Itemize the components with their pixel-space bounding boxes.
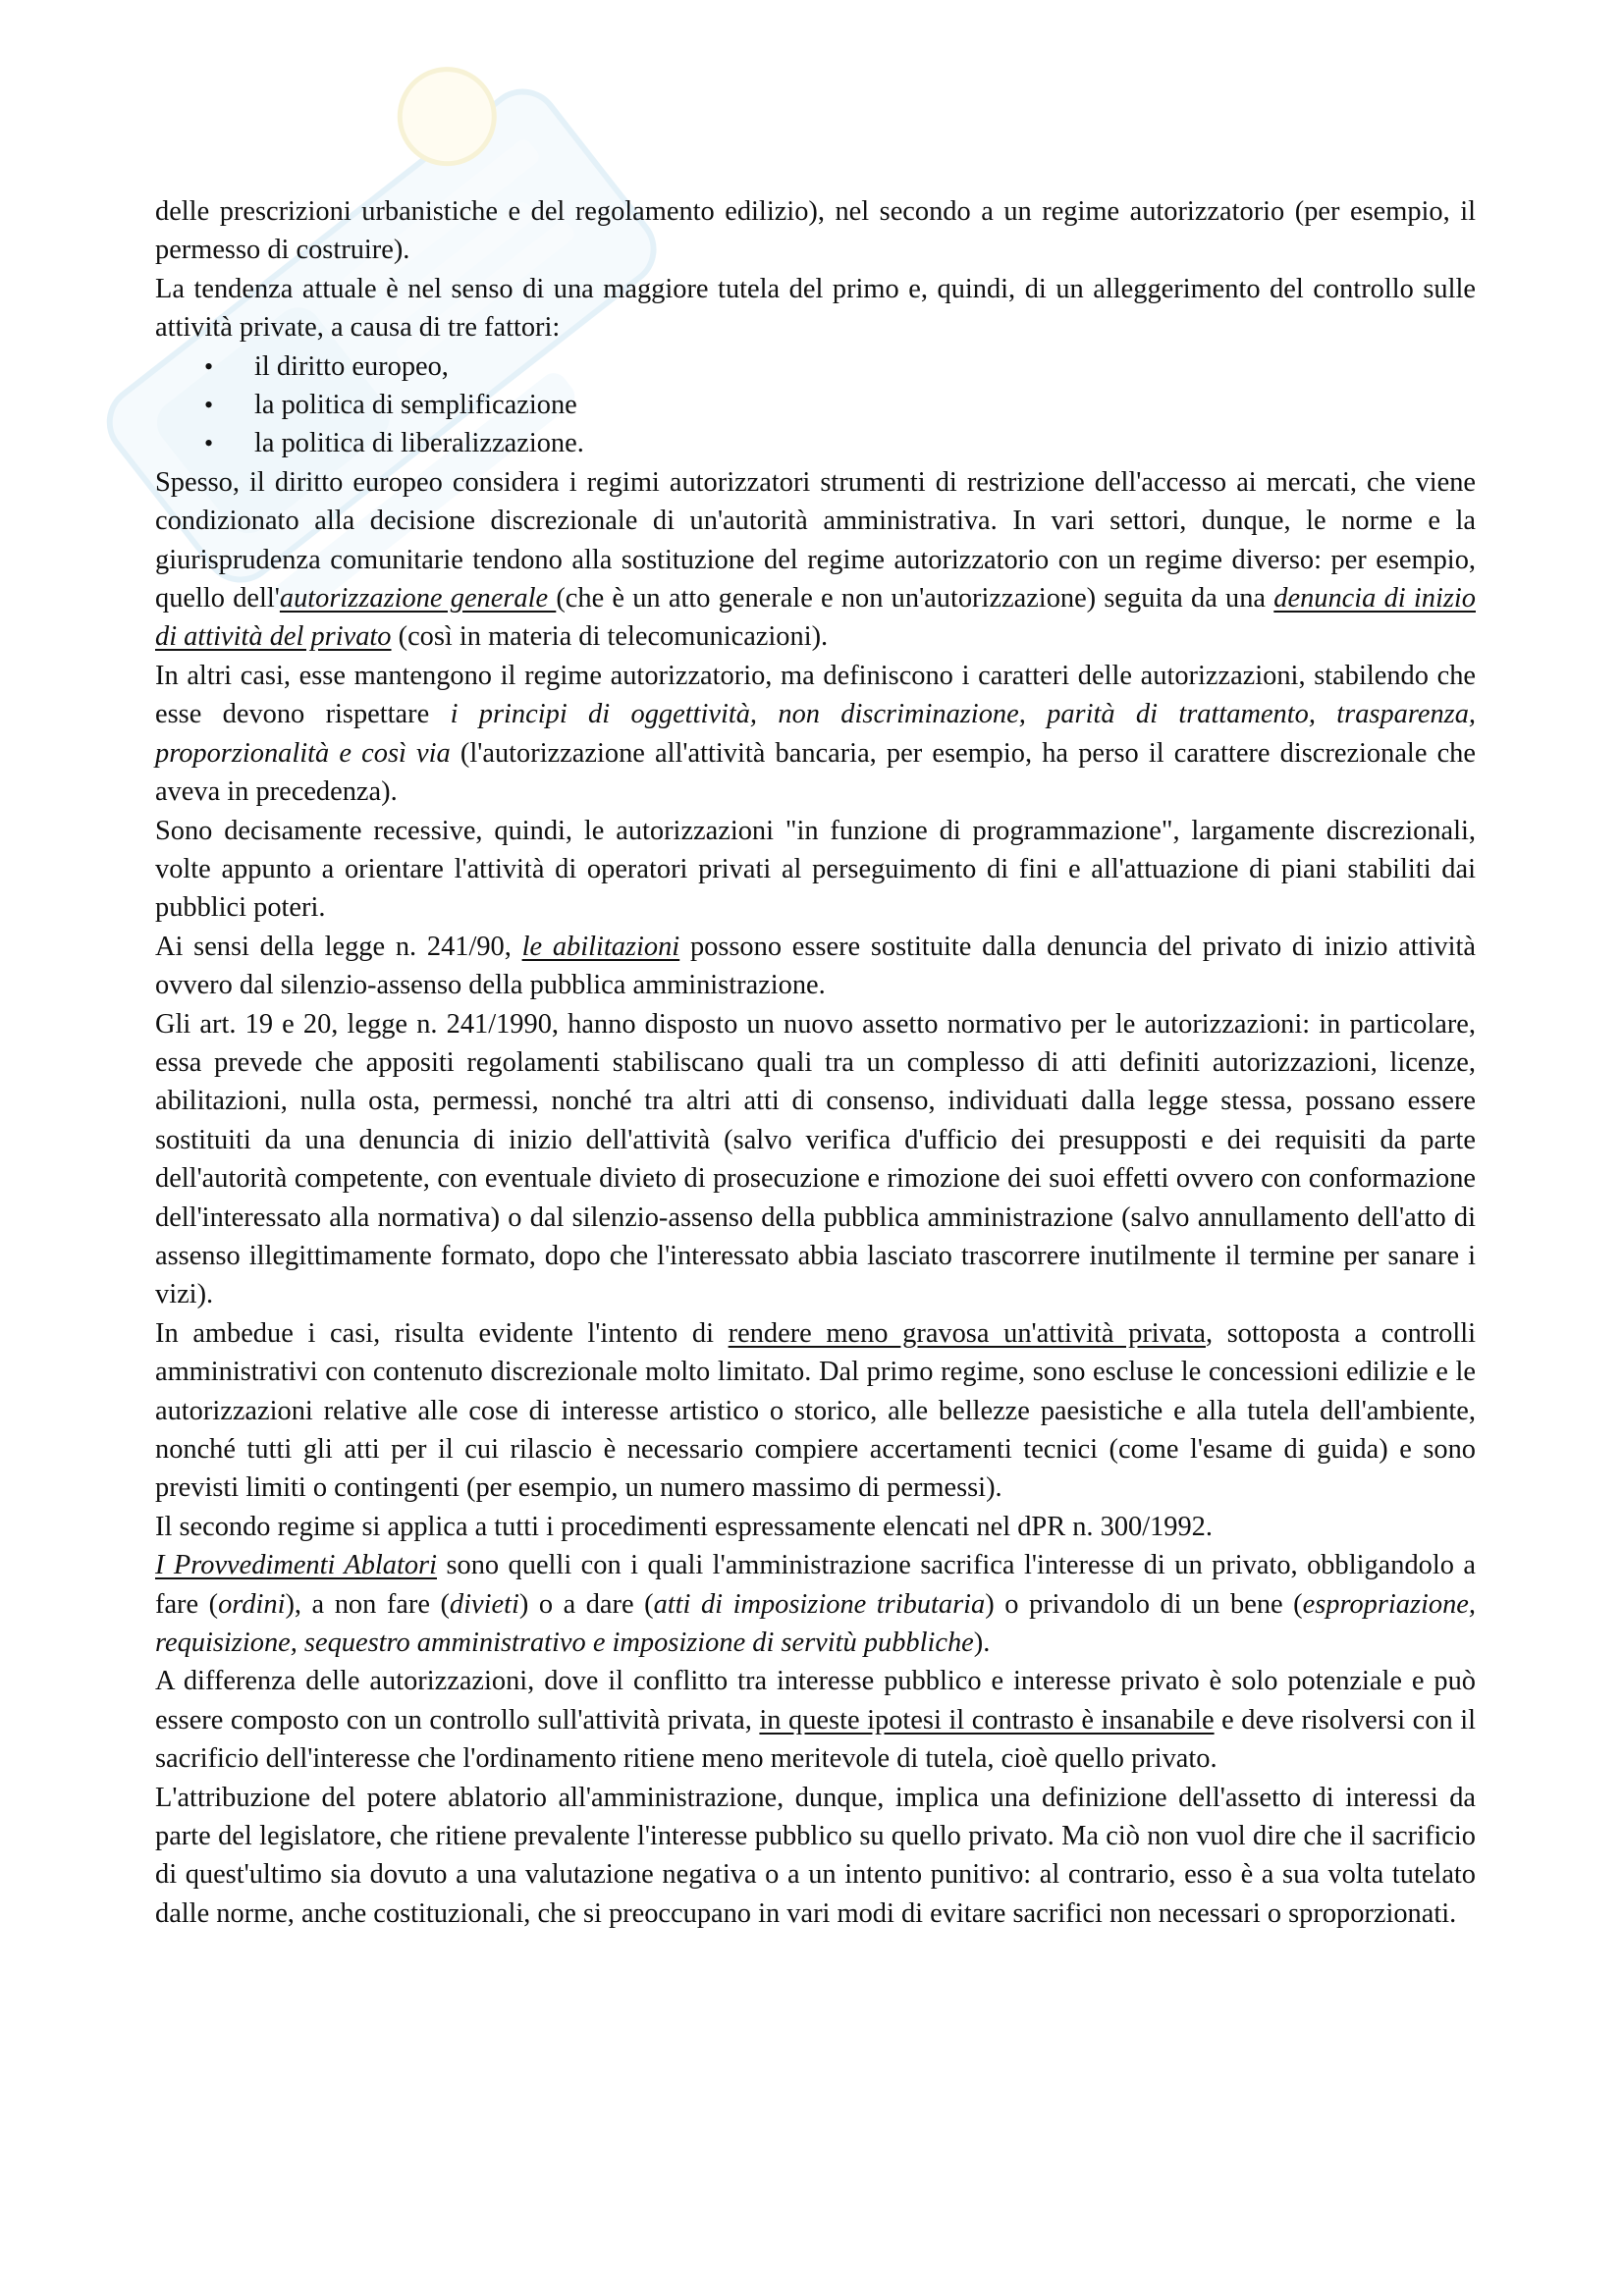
text-run: (l'autorizzazione all'attività bancaria, per esempio, ha perso il carattere discrezionale che aveva in precedenza). xyxy=(155,737,1476,808)
paragraph-10 xyxy=(155,1546,1476,1662)
underlined-term: le abilitazioni xyxy=(521,931,680,962)
text-run: In altri casi, esse mantengono il regime autorizzatorio, ma definiscono i caratteri delle autorizzazioni, stabilendo che esse devono rispettare xyxy=(155,660,1476,730)
italic-term: espropriazione, requisizione, sequestro amministrativo e imposizione di servitù pubbliche xyxy=(155,1588,1476,1659)
text-run: (che è un atto generale e non un'autorizzazione) seguita da una xyxy=(556,583,1274,614)
underlined-term: in queste ipotesi il contrasto è insanabile xyxy=(759,1704,1215,1735)
underlined-term: I Provvedimenti Ablatori xyxy=(155,1550,437,1581)
italic-term: ordini xyxy=(218,1588,286,1620)
italic-term: divieti xyxy=(449,1588,519,1620)
paragraph-2: La tendenza attuale è nel senso di una maggiore tutela del primo e, quindi, di un alleggerimento del controllo sulle attività private, a causa di tre fattori: xyxy=(155,273,1476,344)
text-run: possono essere sostituite dalla denuncia del privato di inizio attività ovvero dal silenzio-assenso della pubblica amministrazione. xyxy=(155,931,1476,1001)
text-run: Ai sensi della legge n. 241/90, xyxy=(155,931,522,962)
document-body xyxy=(155,192,1476,1933)
list-item: • la politica di semplificazione xyxy=(155,386,1476,424)
text-run: Spesso, il diritto europeo considera i regimi autorizzatori strumenti di restrizione dell'accesso ai mercati, che viene condizionato alla decisione discrezionale di un'autorità amministrativa. In vari settori, dunque, le norme e la giurisprudenza comunitarie tendono alla sostituzione del regime autorizzatorio con un regime diverso: per esempio, quello dell' xyxy=(155,466,1476,614)
text-run: ), a non fare ( xyxy=(285,1588,450,1620)
paragraph-6 xyxy=(155,928,1476,1005)
paragraph-8 xyxy=(155,1314,1476,1508)
paragraph-1: delle prescrizioni urbanistiche e del regolamento edilizio), nel secondo a un regime autorizzatorio (per esempio, il permesso di costruire). xyxy=(155,196,1476,266)
text-run: sono quelli con i quali l'amministrazione sacrifica l'interesse di un privato, obbligandolo a fare ( xyxy=(155,1550,1476,1620)
list-item: • la politica di liberalizzazione. xyxy=(155,424,1476,462)
text-run: , sottoposta a controlli amministrativi con contenuto discrezionale molto limitato. Dal primo regime, sono escluse le concessioni edilizie e le autorizzazioni relative alle cose di interesse artistico o storico, alle bellezze paesistiche e alla tutela dell'ambiente, nonché tutti gli atti per il cui rilascio è necessario compiere accertamenti tecnici (come l'esame di guida) e sono previsti limiti o contingenti (per esempio, un numero massimo di permessi). xyxy=(155,1317,1477,1504)
text-run: (così in materia di telecomunicazioni). xyxy=(391,621,829,653)
factors-list xyxy=(155,347,1476,463)
underlined-term: denuncia di inizio di attività del privato xyxy=(155,583,1476,653)
paragraph-4 xyxy=(155,657,1476,812)
text-run: A differenza delle autorizzazioni, dove il conflitto tra interesse pubblico e interesse privato è solo potenziale e può essere composto con un controllo sull'attività privata, xyxy=(155,1666,1476,1735)
paragraph-3 xyxy=(155,463,1476,657)
text-run: ) o privandolo di un bene ( xyxy=(985,1588,1303,1620)
list-item: • il diritto europeo, xyxy=(155,347,1476,386)
paragraph-12: L'attribuzione del potere ablatorio all'amministrazione, dunque, implica una definizione dell'assetto di interessi da parte del legislatore, che ritiene prevalente l'interesse pubblico su quello privato. Ma ciò non vuol dire che il sacrificio di quest'ultimo sia dovuto a una valutazione negativa o a un intento punitivo: al contrario, esso è a sua volta tutelato dalle norme, anche costituzionali, che si preoccupano in vari modi di evitare sacrifici non necessari o sproporzionati. xyxy=(155,1782,1476,1929)
text-run: ) o a dare ( xyxy=(518,1588,654,1620)
paragraph-7: Gli art. 19 e 20, legge n. 241/1990, hanno disposto un nuovo assetto normativo per le autorizzazioni: in particolare, essa prevede che appositi regolamenti stabiliscano quali tra un complesso di atti definiti autorizzazioni, licenze, abilitazioni, nulla osta, permessi, nonché tra altri atti di consenso, individuati dalla legge stessa, possano essere sostituiti da una denuncia di inizio dell'attività (salvo verifica d'ufficio dei presupposti e dei requisiti da parte dell'autorità competente, con eventuale divieto di prosecuzione e rimozione dei suoi effetti ovvero con conformazione dell'interessato alla normativa) o dal silenzio-assenso della pubblica amministrazione (salvo annullamento dell'atto di assenso illegittimamente formato, dopo che l'interessato abbia lasciato trascorrere inutilmente il termine per sanare i vizi). xyxy=(155,1008,1476,1310)
paragraph-9: Il secondo regime si applica a tutti i procedimenti espressamente elencati nel dPR n. 300/1992. xyxy=(155,1511,1213,1542)
underlined-term: autorizzazione generale xyxy=(279,583,557,614)
italic-term: i principi di oggettività, non discriminazione, parità di trattamento, trasparenza, proporzionalità e così via xyxy=(155,699,1476,769)
text-run: In ambedue i casi, risulta evidente l'intento di xyxy=(155,1317,729,1349)
paragraph-11 xyxy=(155,1662,1476,1778)
italic-term: atti di imposizione tributaria xyxy=(653,1588,986,1620)
text-run: ). xyxy=(973,1628,991,1659)
underlined-term: rendere meno gravosa un'attività privata xyxy=(728,1317,1206,1349)
paragraph-5: Sono decisamente recessive, quindi, le autorizzazioni "in funzione di programmazione", largamente discrezionali, volte appunto a orientare l'attività di operatori privati al perseguimento di fini e all'attuazione di piani stabiliti dai pubblici poteri. xyxy=(155,815,1476,924)
text-run: e deve risolversi con il sacrificio dell'interesse che l'ordinamento ritiene meno meritevole di tutela, cioè quello privato. xyxy=(155,1704,1476,1775)
